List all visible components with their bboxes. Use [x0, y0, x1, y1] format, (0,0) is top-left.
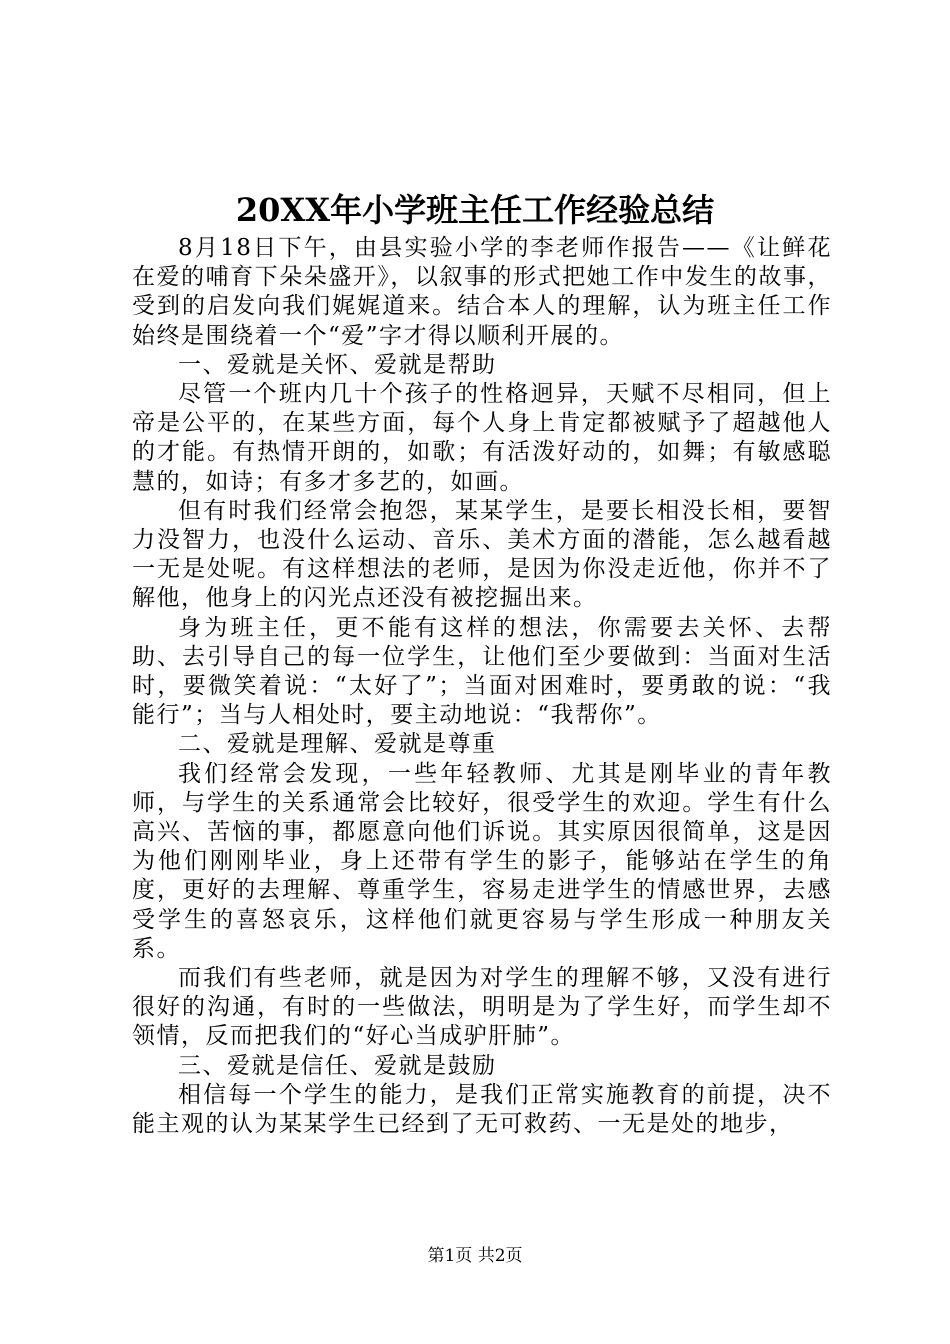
page-footer: 第1页 共2页 — [427, 1246, 523, 1266]
section-heading-2: 二、爱就是理解、爱就是尊重 — [178, 731, 497, 758]
paragraph-intro: 8月18日下午，由县实验小学的李老师作报告——《让鲜花在爱的哺育下朵朵盛开》，以叙事的形式把她工作中发生的故事，受到的启发向我们娓娓道来。结合本人的理解，认为班主任工作始终是围绕着一个“爱”字才得以顺利开展的。 — [132, 235, 832, 349]
paragraph: 相信每一个学生的能力，是我们正常实施教育的前提，决不能主观的认为某某学生已经到了无可救药、一无是处的地步， — [132, 1081, 832, 1138]
document-title: 20XX年小学班主任工作经验总结 — [235, 191, 715, 229]
paragraph: 身为班主任，更不能有这样的想法，你需要去关怀、去帮助、去引导自己的每一位学生，让他们至少要做到：当面对生活时，要微笑着说：“太好了”；当面对困难时，要勇敢的说：“我能行”；当与人相处时，要主动地说：“我帮你”。 — [132, 614, 832, 729]
section-heading-1: 一、爱就是关怀、爱就是帮助 — [178, 351, 497, 378]
paragraph: 我们经常会发现，一些年轻教师、尤其是刚毕业的青年教师，与学生的关系通常会比较好，很受学生的欢迎。学生有什么高兴、苦恼的事，都愿意向他们诉说。其实原因很简单，这是因为他们刚刚毕业，身上还带有学生的影子，能够站在学生的角度，更好的去理解、尊重学生，容易走进学生的情感世界，去感受学生的喜怒哀乐，这样他们就更容易与学生形成一种朋友关系。 — [132, 760, 832, 962]
paragraph: 而我们有些老师，就是因为对学生的理解不够，又没有进行很好的沟通，有时的一些做法，明明是为了学生好，而学生却不领情，反而把我们的“好心当成驴肝肺”。 — [132, 965, 832, 1050]
paragraph: 尽管一个班内几十个孩子的性格迥异，天赋不尽相同，但上帝是公平的，在某些方面，每个人身上肯定都被赋予了超越他人的才能。有热情开朗的，如歌；有活泼好动的，如舞；有敏感聪慧的，如诗；有多才多艺的，如画。 — [132, 381, 832, 495]
document-body — [132, 234, 832, 1139]
paragraph: 但有时我们经常会抱怨，某某学生，是要长相没长相，要智力没智力，也没什么运动、音乐、美术方面的潜能，怎么越看越一无是处呢。有这样想法的老师，是因为你没走近他，你并不了解他，他身上的闪光点还没有被挖掘出来。 — [132, 497, 832, 612]
section-heading-3: 三、爱就是信任、爱就是鼓励 — [178, 1052, 497, 1079]
